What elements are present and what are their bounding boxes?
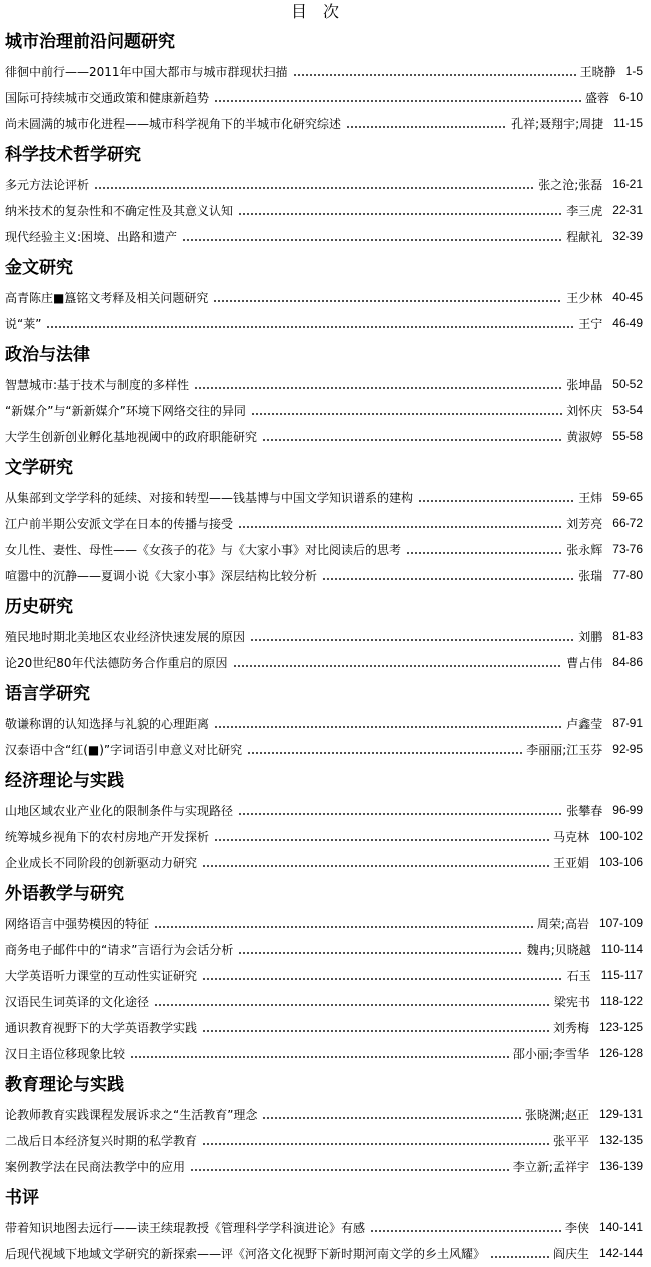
entry-pages: 40-45 [612,290,643,304]
dot-leader [203,978,563,980]
entry-title: 带着知识地图去远行——读王续琨教授《管理科学学科演进论》有感 [5,1220,366,1235]
entry-author: 李三虎 [566,203,603,218]
toc-section [0,1066,651,1179]
entry-pages: 87-91 [612,716,643,730]
toc-section [0,675,651,762]
section-heading: 教育理论与实践 [5,1075,124,1095]
entry-pages: 22-31 [612,203,643,217]
toc-section [0,1179,651,1266]
toc-entry [0,936,651,962]
toc-entry [0,371,651,397]
dot-leader [491,1256,549,1258]
toc-entry [0,736,651,762]
dot-leader [252,413,562,415]
entry-pages: 50-52 [612,377,643,391]
entry-pages: 84-86 [612,655,643,669]
entry-pages: 59-65 [612,490,643,504]
dot-leader [239,526,562,528]
toc-entry [0,510,651,536]
entry-pages: 129-131 [598,1107,643,1121]
entry-pages: 142-144 [598,1246,643,1260]
entry-title: 商务电子邮件中的“请求”言语行为会话分析 [5,942,234,957]
entry-title: 殖民地时期北美地区农业经济快速发展的原因 [5,629,246,644]
dot-leader [203,1143,549,1145]
toc-entry [0,562,651,588]
entry-pages: 55-58 [612,429,643,443]
dot-leader [239,952,522,954]
entry-title: 高青陈庄■簋铭文考释及相关问题研究 [5,290,209,305]
entry-title: 说“莱” [5,316,42,331]
entry-pages: 16-21 [612,177,643,191]
dot-leader [419,500,574,502]
entry-pages: 140-141 [598,1220,643,1234]
entry-pages: 1-5 [625,64,643,78]
entry-pages: 96-99 [612,803,643,817]
toc-section [0,875,651,1066]
dot-leader [95,187,534,189]
entry-pages: 126-128 [598,1046,643,1060]
dot-leader [214,300,562,302]
entry-pages: 32-39 [612,229,643,243]
entry-title: 纳米技术的复杂性和不确定性及其意义认知 [5,203,234,218]
entry-pages: 118-122 [599,994,643,1008]
entry-pages: 81-83 [612,629,643,643]
entry-author: 卢鑫莹 [566,716,603,731]
toc-entry [0,397,651,423]
toc-entry [0,310,651,336]
entry-author: 刘秀梅 [552,1020,589,1035]
entry-title: 从集部到文学学科的延续、对接和转型——钱基博与中国文学知识谱系的建构 [5,490,414,505]
dot-leader [47,326,574,328]
dot-leader [248,752,522,754]
entry-pages: 6-10 [618,90,643,104]
dot-leader [191,1169,509,1171]
section-heading: 政治与法律 [5,345,90,365]
entry-title: 论教师教育实践课程发展诉求之“生活教育”理念 [5,1107,258,1122]
entry-author: 曹占伟 [566,655,603,670]
dot-leader [215,839,549,841]
entry-pages: 136-139 [598,1159,643,1173]
dot-leader [251,639,574,641]
entry-author: 王晓静 [579,64,616,79]
dot-leader [215,100,581,102]
page-title: 目 次 [290,2,339,21]
toc-section [0,249,651,336]
entry-author: 周荣;高岩 [536,916,589,931]
entry-author: 张瑞 [578,568,603,583]
section-heading: 书评 [5,1188,39,1208]
entry-pages: 123-125 [598,1020,643,1034]
toc-entry [0,1240,651,1266]
dot-leader [155,1004,550,1006]
toc-entry [0,223,651,249]
entry-pages: 92-95 [612,742,643,756]
entry-title: 大学生创新创业孵化基地视阈中的政府职能研究 [5,429,258,444]
dot-leader [294,74,576,76]
toc-entry [0,710,651,736]
entry-author: 阎庆生 [552,1246,589,1261]
entry-author: 程献礼 [566,229,603,244]
toc-section [0,588,651,675]
entry-title: 喧嚣中的沉静——夏调小说《大家小事》深层结构比较分析 [5,568,318,583]
dot-leader [239,213,562,215]
entry-author: 马克林 [552,829,589,844]
entry-pages: 103-106 [598,855,643,869]
section-heading: 城市治理前沿问题研究 [5,32,175,52]
entry-pages: 115-117 [600,968,643,982]
entry-title: “新媒介”与“新新媒介”环境下网络交往的异同 [5,403,246,418]
entry-title: 统筹城乡视角下的农村房地产开发探析 [5,829,210,844]
toc-entry [0,197,651,223]
dot-leader [203,865,549,867]
entry-title: 通识教育视野下的大学英语教学实践 [5,1020,198,1035]
entry-author: 王少林 [566,290,603,305]
entry-title: 女儿性、妻性、母性——《女孩子的花》与《大家小事》对比阅读后的思考 [5,542,402,557]
entry-title: 二战后日本经济复兴时期的私学教育 [5,1133,198,1148]
toc-entry [0,1101,651,1127]
toc-entry [0,1153,651,1179]
toc-entry [0,797,651,823]
toc-entry [0,58,651,84]
toc-entry [0,623,651,649]
toc-entry [0,484,651,510]
entry-author: 邵小丽;李雪华 [512,1046,589,1061]
entry-author: 王亚娟 [552,855,589,870]
section-heading: 文学研究 [5,458,73,478]
dot-leader [239,813,562,815]
section-heading: 语言学研究 [5,684,90,704]
entry-title: 山地区域农业产业化的限制条件与实现路径 [5,803,234,818]
entry-author: 梁宪书 [553,994,590,1009]
toc-entry [0,962,651,988]
entry-author: 刘芳亮 [566,516,603,531]
entry-author: 王宁 [578,316,603,331]
toc-entry [0,988,651,1014]
dot-leader [407,552,562,554]
entry-title: 徘徊中前行——2011年中国大都市与城市群现状扫描 [5,64,288,79]
dot-leader [263,1117,520,1119]
dot-leader [263,439,562,441]
entry-title: 多元方法论评析 [5,177,90,192]
entry-author: 张晓渊;赵正 [524,1107,589,1122]
entry-author: 刘鹏 [578,629,603,644]
entry-title: 敬谦称谓的认知选择与礼貌的心理距离 [5,716,210,731]
entry-title: 网络语言中强势模因的特征 [5,916,150,931]
dot-leader [371,1230,561,1232]
entry-author: 刘怀庆 [566,403,603,418]
entry-author: 张攀春 [566,803,603,818]
entry-author: 魏冉;贝晓越 [526,942,591,957]
entry-author: 李丽丽;江玉芬 [526,742,603,757]
entry-author: 李立新;孟祥宇 [512,1159,589,1174]
dot-leader [347,126,507,128]
toc-entry [0,84,651,110]
toc-entry [0,110,651,136]
toc-entry [0,1040,651,1066]
toc-entry [0,1014,651,1040]
entry-author: 孔祥;聂翔宇;周捷 [511,116,604,131]
dot-leader [155,926,533,928]
toc-entry [0,849,651,875]
entry-title: 国际可持续城市交通政策和健康新趋势 [5,90,210,105]
section-heading: 外语教学与研究 [5,884,124,904]
entry-pages: 107-109 [598,916,643,930]
entry-title: 案例教学法在民商法教学中的应用 [5,1159,186,1174]
entry-author: 张平平 [552,1133,589,1148]
toc-entry [0,910,651,936]
entry-author: 张永辉 [566,542,603,557]
entry-title: 尚未圆满的城市化进程——城市科学视角下的半城市化研究综述 [5,116,342,131]
section-heading: 历史研究 [5,597,73,617]
toc-section [0,762,651,875]
entry-title: 智慧城市:基于技术与制度的多样性 [5,377,190,392]
toc-section [0,23,651,136]
entry-title: 后现代视域下地域文学研究的新探索——评《河洛文化视野下新时期河南文学的乡土风耀》 [5,1246,486,1261]
entry-pages: 110-114 [600,942,643,956]
dot-leader [183,239,562,241]
entry-author: 黄淑婷 [566,429,603,444]
entry-author: 王炜 [578,490,603,505]
dot-leader [203,1030,549,1032]
entry-pages: 46-49 [612,316,643,330]
toc-entry [0,536,651,562]
toc-entry [0,284,651,310]
entry-author: 石玉 [566,968,591,983]
table-of-contents [0,23,651,1266]
section-heading: 经济理论与实践 [5,771,124,791]
entry-title: 现代经验主义:困境、出路和遗产 [5,229,178,244]
entry-pages: 66-72 [612,516,643,530]
entry-pages: 100-102 [598,829,643,843]
toc-section [0,449,651,588]
entry-title: 江户前半期公安派文学在日本的传播与接受 [5,516,234,531]
entry-pages: 11-15 [613,116,643,130]
entry-title: 汉语民生词英译的文化途径 [5,994,150,1009]
toc-entry [0,823,651,849]
section-heading: 科学技术哲学研究 [5,145,141,165]
entry-title: 论20世纪80年代法德防务合作重启的原因 [5,655,228,670]
entry-author: 盛蓉 [584,90,609,105]
toc-section [0,336,651,449]
toc-entry [0,1127,651,1153]
toc-entry [0,1214,651,1240]
entry-pages: 77-80 [612,568,643,582]
entry-title: 大学英语听力课堂的互动性实证研究 [5,968,198,983]
entry-title: 汉日主语位移现象比较 [5,1046,126,1061]
dot-leader [234,665,563,667]
entry-pages: 73-76 [612,542,643,556]
section-heading: 金文研究 [5,258,73,278]
entry-author: 张之沧;张磊 [538,177,603,192]
toc-entry [0,649,651,675]
dot-leader [195,387,562,389]
entry-pages: 132-135 [598,1133,643,1147]
dot-leader [323,578,574,580]
dot-leader [215,726,562,728]
toc-section [0,136,651,249]
entry-title: 汉泰语中含“红(■)”字词语引申意义对比研究 [5,742,243,757]
entry-author: 李侠 [564,1220,589,1235]
toc-entry [0,423,651,449]
entry-title: 企业成长不同阶段的创新驱动力研究 [5,855,198,870]
dot-leader [131,1056,509,1058]
toc-entry [0,171,651,197]
entry-pages: 53-54 [612,403,643,417]
entry-author: 张坤晶 [566,377,603,392]
